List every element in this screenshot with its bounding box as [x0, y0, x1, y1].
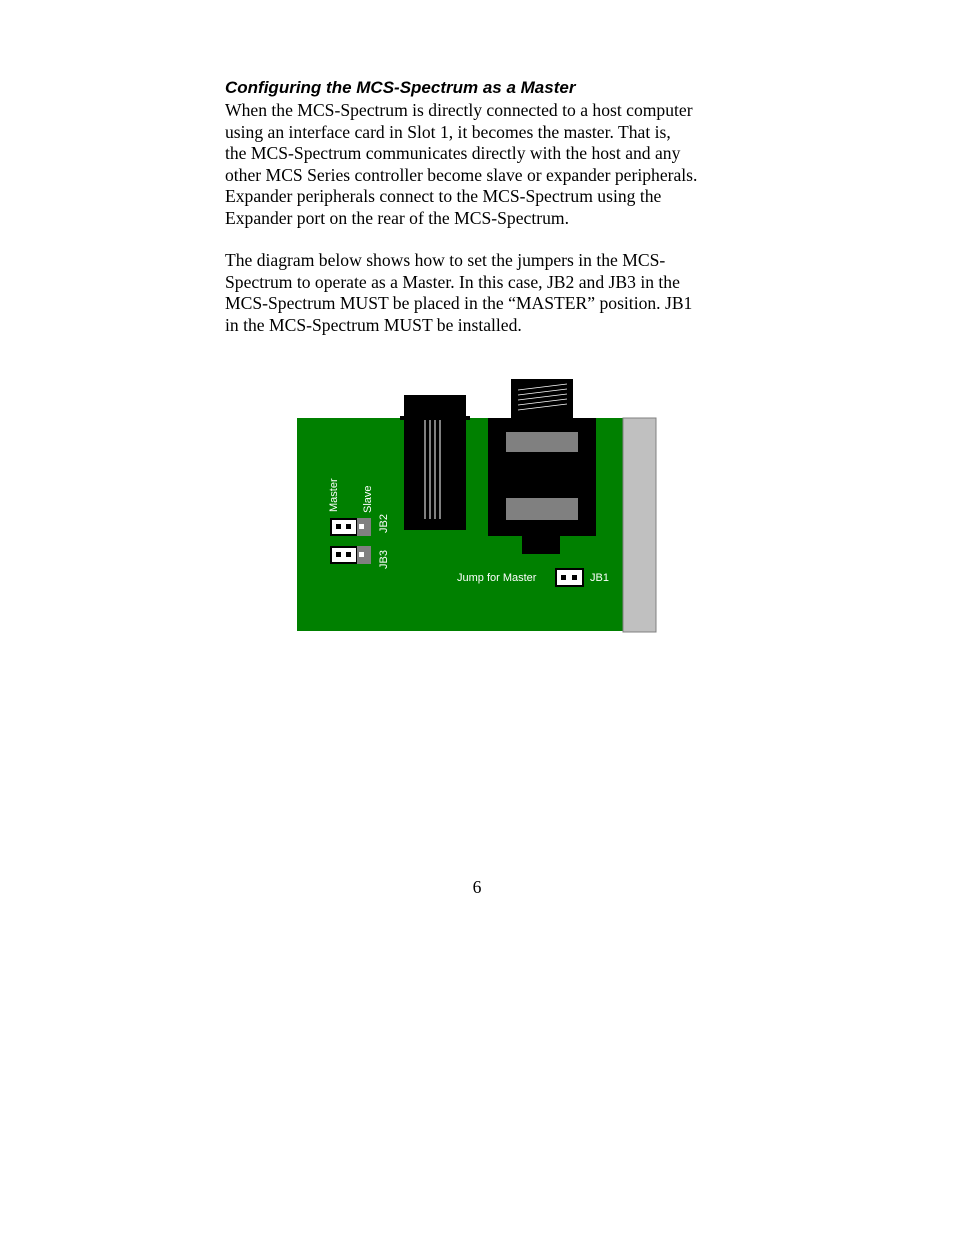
master-label: Master — [328, 478, 340, 512]
text-line: Spectrum to operate as a Master. In this case, JB2 and JB3 in the — [225, 271, 680, 292]
jb1-label: JB1 — [590, 572, 609, 584]
slave-label: Slave — [362, 485, 374, 513]
board-edge-connector — [623, 418, 656, 632]
text-line: in the MCS-Spectrum MUST be installed. — [225, 314, 522, 335]
jb1-jumper — [555, 568, 584, 587]
page-number: 6 — [472, 877, 482, 897]
text-line: When the MCS-Spectrum is directly connected to a host computer — [225, 100, 693, 120]
text-line: Expander peripherals connect to the MCS-Spectrum using the — [225, 186, 662, 207]
jb2-jumper — [330, 518, 371, 536]
text-line: the MCS-Spectrum communicates directly with the host and any — [225, 143, 681, 164]
jb2-label: JB2 — [378, 514, 390, 533]
text-line: The diagram below shows how to set the jumpers in the MCS- — [225, 250, 666, 270]
text-line: MCS-Spectrum MUST be placed in the “MASTER” position. JB1 — [225, 293, 693, 314]
text-line: other MCS Series controller become slave or expander peripherals. — [225, 164, 698, 185]
jb3-jumper — [330, 546, 371, 564]
section-heading: Configuring the MCS-Spectrum as a Master — [225, 78, 576, 97]
text-line: Expander port on the rear of the MCS-Spectrum. — [225, 207, 569, 228]
ribbon-connector — [400, 395, 470, 530]
jb3-label: JB3 — [378, 550, 390, 569]
text-line: using an interface card in Slot 1, it becomes the master. That is, — [225, 121, 671, 142]
jump-for-master-label: Jump for Master — [457, 572, 537, 584]
expander-port-connector — [488, 379, 596, 554]
